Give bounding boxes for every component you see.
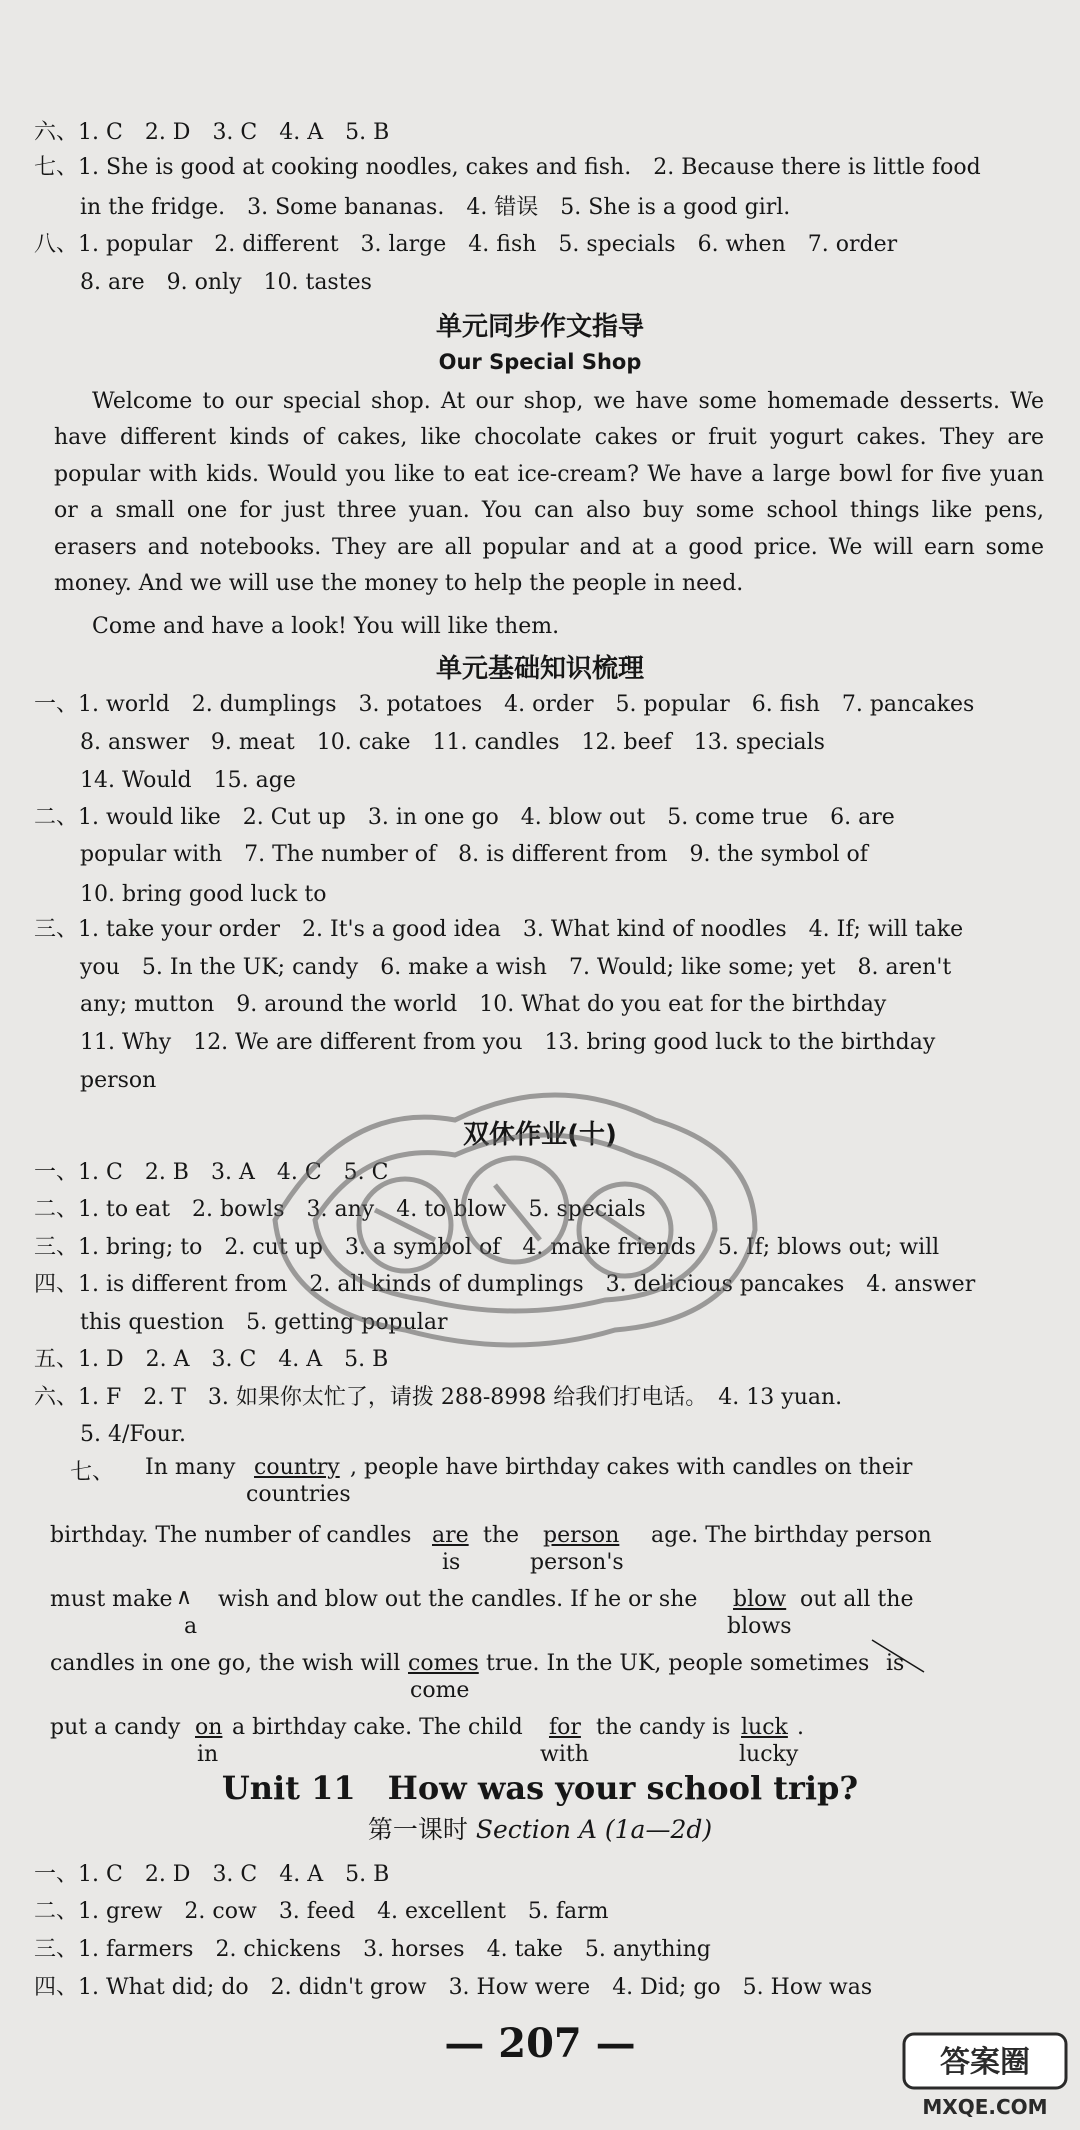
correction-text: put a candy — [50, 1715, 181, 1740]
correction-wrong — [432, 1523, 469, 1549]
essay-title: Our Special Shop — [438, 350, 642, 374]
correction-wrong — [733, 1587, 786, 1613]
correction-fix: a — [184, 1614, 198, 1639]
correction-word: person — [543, 1523, 620, 1548]
basics-line-11: person — [80, 1068, 157, 1093]
weekend-line-3: 三、1. bring; to 2. cut up 3. a symbol of 4. make friends 5. If; blows out; will — [34, 1235, 940, 1260]
basics-line-7: 三、1. take your order 2. It's a good idea 3. What kind of noodles 4. If; will take — [34, 917, 964, 942]
unit-title: Unit 11 How was your school trip? — [221, 1769, 859, 1807]
correction-fix: with — [540, 1742, 589, 1767]
lesson-label: 第一课时 — [367, 1815, 468, 1844]
correction-fix: person's — [530, 1550, 624, 1575]
correction-text: a birthday cake. The child — [232, 1715, 523, 1740]
weekend-line-6: 五、1. D 2. A 3. C 4. A 5. B — [34, 1347, 389, 1372]
correction-label: 七、 — [70, 1460, 115, 1485]
weekend-line-8: 5. 4/Four. — [80, 1422, 186, 1447]
basics-line-9: any; mutton 9. around the world 10. What do you eat for the birthday — [80, 992, 887, 1017]
basics-line-10: 11. Why 12. We are different from you 13. bring good luck to the birthday — [80, 1030, 936, 1055]
correction-delete: is — [886, 1651, 905, 1676]
correction-text: , people have birthday cakes with candles on their — [350, 1455, 913, 1480]
correction-text: birthday. The number of candles — [50, 1523, 412, 1548]
correction-text: out all the — [800, 1587, 914, 1612]
writing-heading: 单元同步作文指导 — [435, 312, 644, 342]
correction-fix: lucky — [739, 1742, 799, 1767]
basics-line-1: 一、1. world 2. dumplings 3. potatoes 4. order 5. popular 6. fish 7. pancakes — [34, 692, 975, 717]
basics-heading: 单元基础知识梳理 — [435, 654, 644, 684]
weekend-line-5: this question 5. getting popular — [80, 1310, 448, 1335]
correction-fix: in — [197, 1742, 219, 1767]
correction-word: luck — [741, 1715, 788, 1740]
weekend-line-2: 二、1. to eat 2. bowls 3. any 4. to blow 5. specials — [34, 1197, 646, 1222]
correction-fix: come — [410, 1678, 470, 1703]
correction-text: wish and blow out the candles. If he or she — [218, 1587, 698, 1612]
correction-fix: is — [442, 1550, 461, 1575]
answer-line-7-cont: in the fridge. 3. Some bananas. 4. 错误 5. She is a good girl. — [80, 195, 791, 220]
correction-wrong — [549, 1715, 581, 1741]
lesson-subtitle — [0, 1810, 1080, 1846]
weekend-line-7: 六、1. F 2. T 3. 如果你太忙了，请拨 288-8998 给我们打电话。 4. 13 yuan. — [34, 1385, 843, 1410]
correction-text: candles in one go, the wish will — [50, 1651, 401, 1676]
unit11-line-2: 二、1. grew 2. cow 3. feed 4. excellent 5. farm — [34, 1899, 609, 1924]
correction-word: for — [549, 1715, 581, 1740]
weekend-heading: 双休作业(十) — [463, 1120, 617, 1150]
basics-line-2: 8. answer 9. meat 10. cake 11. candles 12. beef 13. specials — [80, 730, 825, 755]
section-label: Section A (1a—2d) — [475, 1815, 713, 1844]
page-number: — 207 — — [444, 2020, 636, 2067]
unit11-line-4: 四、1. What did; do 2. didn't grow 3. How were 4. Did; go 5. How was — [34, 1975, 873, 2000]
correction-text: age. The birthday person — [651, 1523, 932, 1548]
basics-line-6: 10. bring good luck to — [80, 882, 327, 907]
site-logo — [900, 2030, 1070, 2120]
answer-line-8: 八、1. popular 2. different 3. large 4. fish 5. specials 6. when 7. order — [34, 232, 898, 257]
correction-text: the — [483, 1523, 520, 1548]
correction-text: true. In the UK, people sometimes — [486, 1651, 870, 1676]
answer-line-7: 七、1. She is good at cooking noodles, cakes and fish. 2. Because there is little food — [34, 155, 981, 180]
correction-wrong — [543, 1523, 619, 1549]
correction-text: In many — [145, 1455, 236, 1480]
basics-line-5: popular with 7. The number of 8. is different from 9. the symbol of — [80, 842, 868, 867]
unit11-line-3: 三、1. farmers 2. chickens 3. horses 4. take 5. anything — [34, 1937, 711, 1962]
correction-text: . — [797, 1715, 804, 1740]
correction-word: are — [432, 1523, 469, 1548]
logo-text: 答案圈 — [940, 2045, 1030, 2080]
correction-wrong — [741, 1715, 788, 1741]
strike-mark-icon — [868, 1636, 928, 1676]
correction-wrong — [408, 1651, 479, 1677]
correction-word: blow — [733, 1587, 787, 1612]
answer-line-8-cont: 8. are 9. only 10. tastes — [80, 270, 372, 295]
logo-url: MXQE.COM — [922, 2095, 1048, 2119]
essay-closing: Come and have a look! You will like them. — [92, 614, 560, 639]
weekend-line-4: 四、1. is different from 2. all kinds of dumplings 3. delicious pancakes 4. answer — [34, 1272, 976, 1297]
weekend-line-1: 一、1. C 2. B 3. A 4. C 5. C — [34, 1160, 389, 1185]
correction-text: must make — [50, 1587, 173, 1612]
correction-wrong — [195, 1715, 222, 1741]
correction-fix: blows — [727, 1614, 792, 1639]
basics-line-8: you 5. In the UK; candy 6. make a wish 7. Would; like some; yet 8. aren't — [80, 955, 952, 980]
correction-word: comes — [408, 1651, 479, 1676]
answer-line-6: 六、1. C 2. D 3. C 4. A 5. B — [34, 120, 390, 145]
correction-wrong — [254, 1455, 340, 1481]
unit11-line-1: 一、1. C 2. D 3. C 4. A 5. B — [34, 1862, 390, 1887]
correction-word: country — [254, 1455, 340, 1480]
caret-mark: ∧ — [176, 1585, 193, 1610]
correction-fix: countries — [246, 1482, 351, 1507]
correction-text: the candy is — [596, 1715, 731, 1740]
site-logo-icon — [900, 2030, 1070, 2120]
essay-body: Welcome to our special shop. At our shop, we have some homemade desserts. We have different kinds of cakes, like chocolate cakes or fruit yogurt cakes. They are popular with kids. Would you like to eat ice-cream? We have a large bowl for five yuan or a small one for just three yuan. You can also buy some school things like pens, erasers and notebooks. They are all popular and at a good price. We will earn some money. And we will use the money to help the people in need. — [54, 389, 1044, 597]
basics-line-3: 14. Would 15. age — [80, 768, 296, 793]
basics-line-4: 二、1. would like 2. Cut up 3. in one go 4. blow out 5. come true 6. are — [34, 805, 895, 830]
correction-word: on — [195, 1715, 223, 1740]
